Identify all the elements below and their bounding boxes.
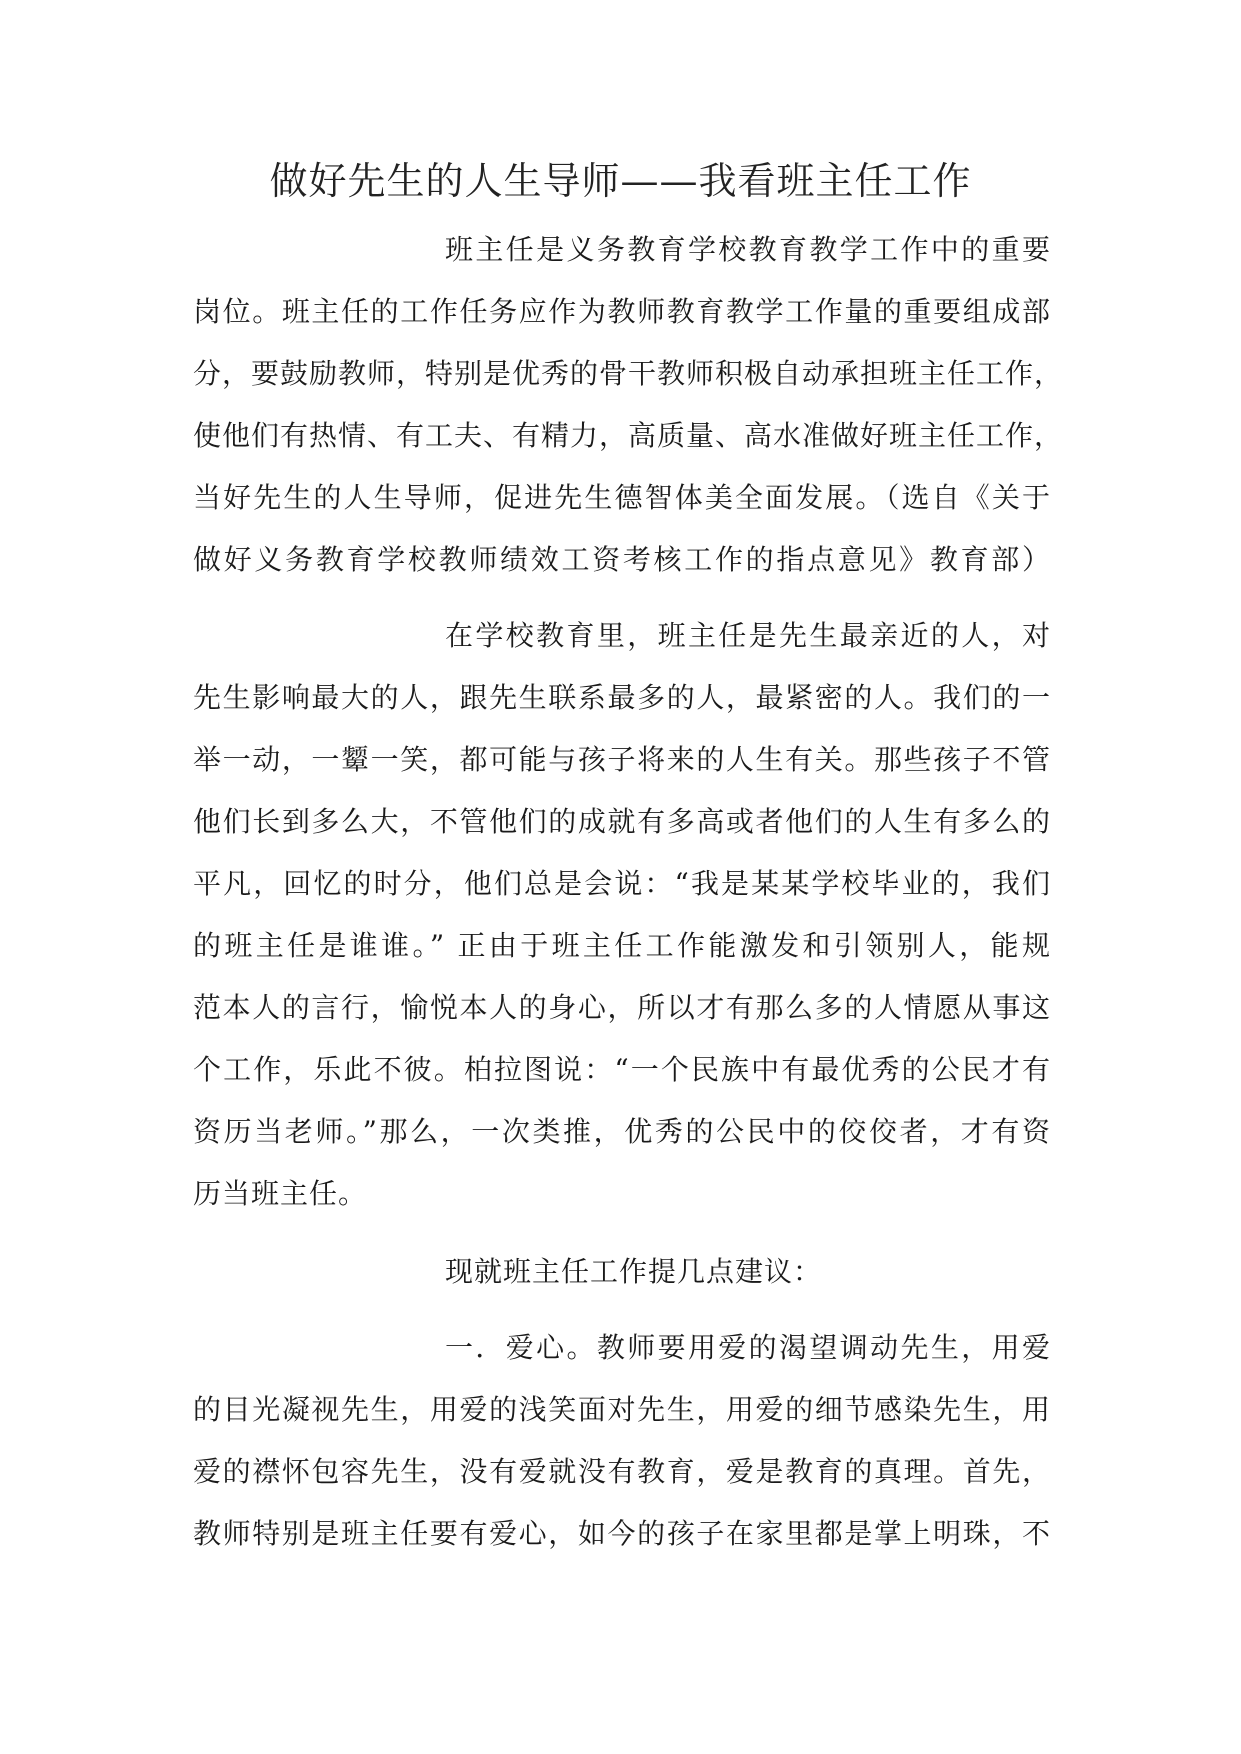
paragraph-line: 的目光凝视先生，用爱的浅笑面对先生，用爱的细节感染先生，用 bbox=[193, 1393, 1051, 1426]
paragraph-line: 他们长到多么大，不管他们的成就有多高或者他们的人生有多么的 bbox=[193, 805, 1051, 838]
paragraph-line: 现就班主任工作提几点建议： bbox=[445, 1255, 823, 1288]
paragraph-line: 举一动，一颦一笑，都可能与孩子将来的人生有关。那些孩子不管 bbox=[193, 743, 1051, 776]
paragraph-line: 做好义务教育学校教师绩效工资考核工作的指点意见》教育部） bbox=[193, 543, 1051, 576]
paragraph-line: 范本人的言行，愉悦本人的身心，所以才有那么多的人情愿从事这 bbox=[193, 991, 1051, 1024]
paragraph-line: 平凡，回忆的时分，他们总是会说：“我是某某学校毕业的，我们 bbox=[193, 867, 1051, 900]
paragraph-line: 在学校教育里，班主任是先生最亲近的人，对 bbox=[445, 619, 1051, 652]
document-title: 做好先生的人生导师——我看班主任工作 bbox=[269, 159, 972, 203]
paragraph-line: 岗位。班主任的工作任务应作为教师教育教学工作量的重要组成部 bbox=[193, 295, 1051, 328]
paragraph-line: 资历当老师。”那么，一次类推，优秀的公民中的佼佼者，才有资 bbox=[193, 1115, 1051, 1148]
paragraph-line: 的班主任是谁谁。” 正由于班主任工作能激发和引领别人，能规 bbox=[193, 929, 1051, 962]
paragraph-line: 历当班主任。 bbox=[193, 1177, 368, 1210]
paragraph-line: 当好先生的人生导师，促进先生德智体美全面发展。（选自《关于 bbox=[193, 481, 1051, 514]
paragraph-line: 分，要鼓励教师，特别是优秀的骨干教师积极自动承担班主任工作， bbox=[193, 357, 1064, 390]
paragraph-line: 个工作，乐此不彼。柏拉图说：“一个民族中有最优秀的公民才有 bbox=[193, 1053, 1051, 1086]
paragraph-line: 使他们有热情、有工夫、有精力，高质量、高水准做好班主任工作， bbox=[193, 419, 1064, 452]
paragraph-line: 一．爱心。教师要用爱的渴望调动先生，用爱 bbox=[445, 1331, 1051, 1364]
paragraph-line: 爱的襟怀包容先生，没有爱就没有教育，爱是教育的真理。首先， bbox=[193, 1455, 1051, 1488]
paragraph-line: 班主任是义务教育学校教育教学工作中的重要 bbox=[445, 233, 1051, 266]
paragraph-line: 先生影响最大的人，跟先生联系最多的人，最紧密的人。我们的一 bbox=[193, 681, 1051, 714]
paragraph-line: 教师特别是班主任要有爱心，如今的孩子在家里都是掌上明珠，不 bbox=[193, 1517, 1051, 1550]
